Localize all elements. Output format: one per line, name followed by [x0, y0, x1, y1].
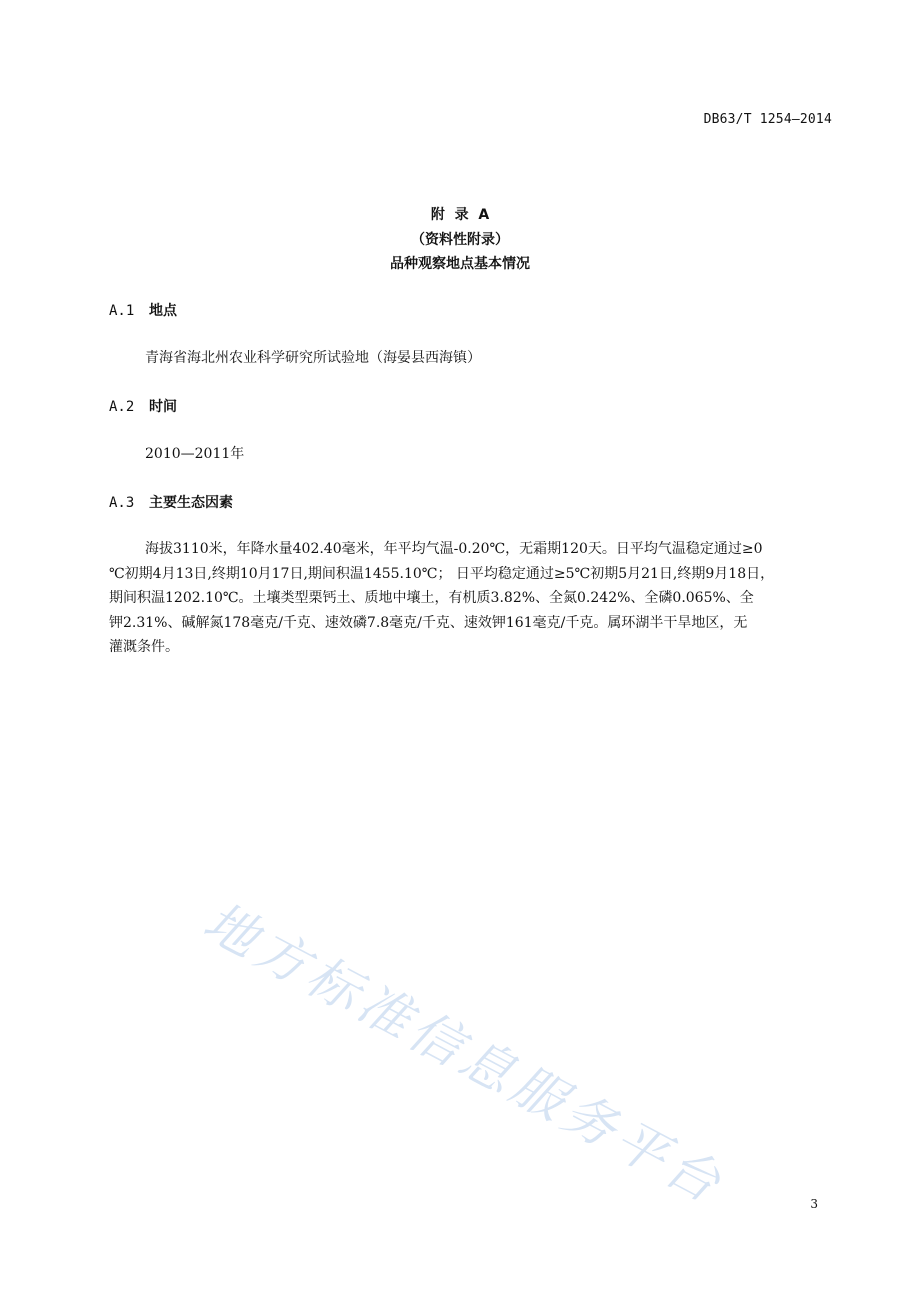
- section-number: A.1: [109, 303, 135, 319]
- paragraph-line: 海拔3110米，年降水量402.40毫米，年平均气温-0.20℃，无霜期120天。日平均气温稳定通过≥0: [145, 541, 763, 557]
- page-number: 3: [810, 1197, 818, 1211]
- appendix-title: 品种观察地点基本情况: [390, 256, 530, 272]
- section-number: A.2: [109, 399, 135, 415]
- section-a2-content: 2010—2011年: [145, 446, 245, 462]
- section-a1-heading: [109, 300, 177, 320]
- appendix-label: 附 录 A: [430, 207, 490, 223]
- paragraph-line: 钾2.31%、碱解氮178毫克/千克、速效磷7.8毫克/千克、速效钾161毫克/千克。属环湖半干旱地区，无: [109, 614, 748, 631]
- section-number: A.3: [109, 495, 135, 511]
- paragraph-line: ℃初期4月13日,终期10月17日,期间积温1455.10℃； 日平均稳定通过≥5℃初期5月21日,终期9月18日，: [109, 565, 775, 582]
- paragraph-line: 期间积温1202.10℃。土壤类型栗钙土、质地中壤土，有机质3.82%、全氮0.242%、全磷0.065%、全: [109, 590, 754, 606]
- section-a2-heading: [109, 396, 177, 416]
- section-title: 时间: [149, 399, 177, 415]
- section-a3-heading: [109, 492, 233, 512]
- appendix-type: （资料性附录）: [411, 231, 509, 248]
- section-a1-content: 青海省海北州农业科学研究所试验地（海晏县西海镇）: [145, 350, 481, 366]
- section-title: 地点: [149, 303, 177, 319]
- appendix-heading: [0, 203, 920, 277]
- standard-code: DB63/T 1254—2014: [703, 112, 832, 127]
- section-a3-paragraph: [109, 537, 833, 660]
- watermark-text: 地方标准信息服务平台: [193, 891, 735, 1217]
- paragraph-line: 灌溉条件。: [109, 639, 179, 655]
- section-title: 主要生态因素: [149, 495, 233, 511]
